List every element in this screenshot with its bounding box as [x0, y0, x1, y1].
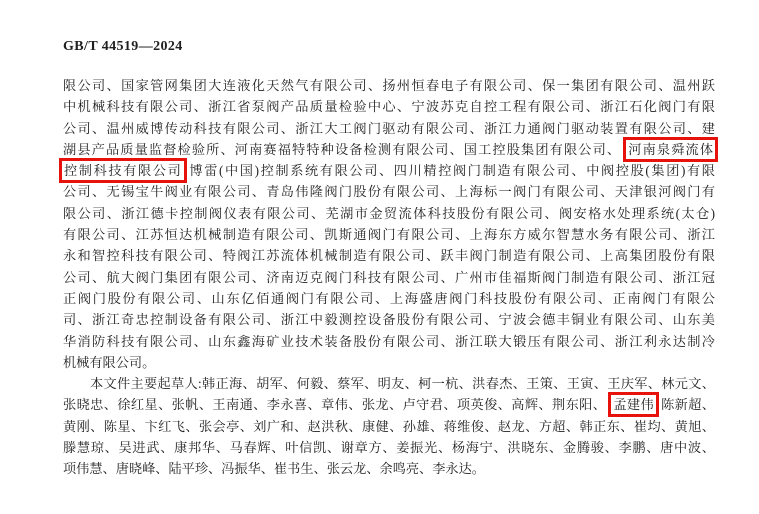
text-line [63, 288, 715, 309]
text-segment: 永和智控科技有限公司、特阀江苏流体机械制造有限公司、跃丰阀门制造有限公司、上高集团股份有限 [63, 248, 715, 264]
text-segment: 限公司、浙江德卡控制阀仪表有限公司、芜湖市金贸流体科技股份有限公司、阀安格水处理系统(太仓) [63, 205, 715, 221]
text-line [63, 181, 715, 202]
text-segment: 项伟慧、唐晓峰、陆平珍、冯振华、崔书生、张云龙、余鸣亮、李永达。 [63, 461, 485, 477]
text-line [63, 309, 715, 330]
text-line [63, 373, 715, 394]
text-line [63, 416, 715, 437]
text-line [63, 203, 715, 224]
text-line [63, 267, 715, 288]
text-line [63, 75, 715, 96]
standard-number-header: GB/T 44519—2024 [63, 39, 183, 54]
text-segment: 司、浙江奇忠控制设备有限公司、浙江中毅测控设备股份有限公司、宁波会德丰铜业有限公司、山东美 [63, 312, 715, 328]
text-segment: 滕慧琼、吴进武、康邦华、马春辉、叶信凯、谢章方、姜振光、杨海宁、洪晓东、金腾骏、李鹏、唐中波、 [63, 440, 715, 456]
text-segment: 陈新超、 [661, 397, 715, 413]
text-segment: 机械有限公司。 [63, 354, 156, 370]
text-line [63, 96, 715, 117]
text-segment: 中机械科技有限公司、浙江省泵阀产品质量检验中心、宁波苏克自控工程有限公司、浙江石化阀门有限 [63, 99, 715, 115]
text-segment: 张晓忠、徐红星、张帆、王南通、李永喜、章伟、张龙、卢守君、项英俊、高辉、荆东阳、 [63, 397, 607, 413]
text-line [63, 437, 715, 458]
text-segment: 湖县产品质量监督检验所、河南赛福特特种设备检测有限公司、国工控股集团有限公司、 [63, 141, 622, 157]
text-line [63, 245, 715, 266]
text-line [63, 139, 715, 160]
text-line [63, 352, 715, 373]
text-segment: 正阀门股份有限公司、山东亿佰通阀门有限公司、上海盛唐阀门科技股份有限公司、正南阀门有限公 [63, 290, 715, 306]
text-segment: 黄刚、陈星、卞红飞、张会亭、刘广和、赵洪秋、康健、孙雄、蒋维俊、赵龙、方超、韩正东、崔均、黄旭、 [63, 418, 715, 434]
text-line [63, 331, 715, 352]
text-line [63, 160, 715, 181]
text-segment: 公司、航大阀门集团有限公司、济南迈克阀门科技有限公司、广州市佳福斯阀门制造有限公司、浙江冠 [63, 269, 715, 285]
text-segment: 本文件主要起草人:韩正海、胡军、何毅、蔡军、明友、柯一杭、洪春杰、王策、王寅、王庆军、林元文、 [90, 376, 715, 392]
text-segment: 公司、无锡宝牛阀业有限公司、青岛伟隆阀门股份有限公司、上海标一阀门有限公司、天津银河阀门有 [63, 184, 715, 200]
text-line [63, 118, 715, 139]
text-segment: 公司、温州威博传动科技有限公司、浙江大工阀门驱动有限公司、浙江力通阀门驱动装置有限公司、建 [63, 120, 715, 136]
text-segment: 有限公司、江苏恒达机械制造有限公司、凯斯通阀门有限公司、上海东方威尔智慧水务有限公司、浙江 [63, 227, 715, 243]
red-highlight-box: 控制科技有限公司 [64, 163, 183, 179]
document-body [63, 75, 715, 480]
red-highlight-box: 孟建伟 [613, 397, 655, 413]
text-segment: 华消防科技有限公司、山东鑫海矿业技术装备股份有限公司、浙江联大锻压有限公司、浙江利永达制冷 [63, 333, 715, 349]
text-line [63, 394, 715, 415]
red-highlight-box: 河南泉舜流体 [628, 141, 714, 157]
text-segment: 限公司、国家管网集团大连液化天然气有限公司、扬州恒春电子有限公司、保一集团有限公司、温州跃 [63, 78, 715, 93]
text-line [63, 224, 715, 245]
text-segment: 博雷(中国)控制系统有限公司、四川精控阀门制造有限公司、中阀控股(集团)有限 [189, 163, 715, 179]
text-line [63, 458, 715, 479]
